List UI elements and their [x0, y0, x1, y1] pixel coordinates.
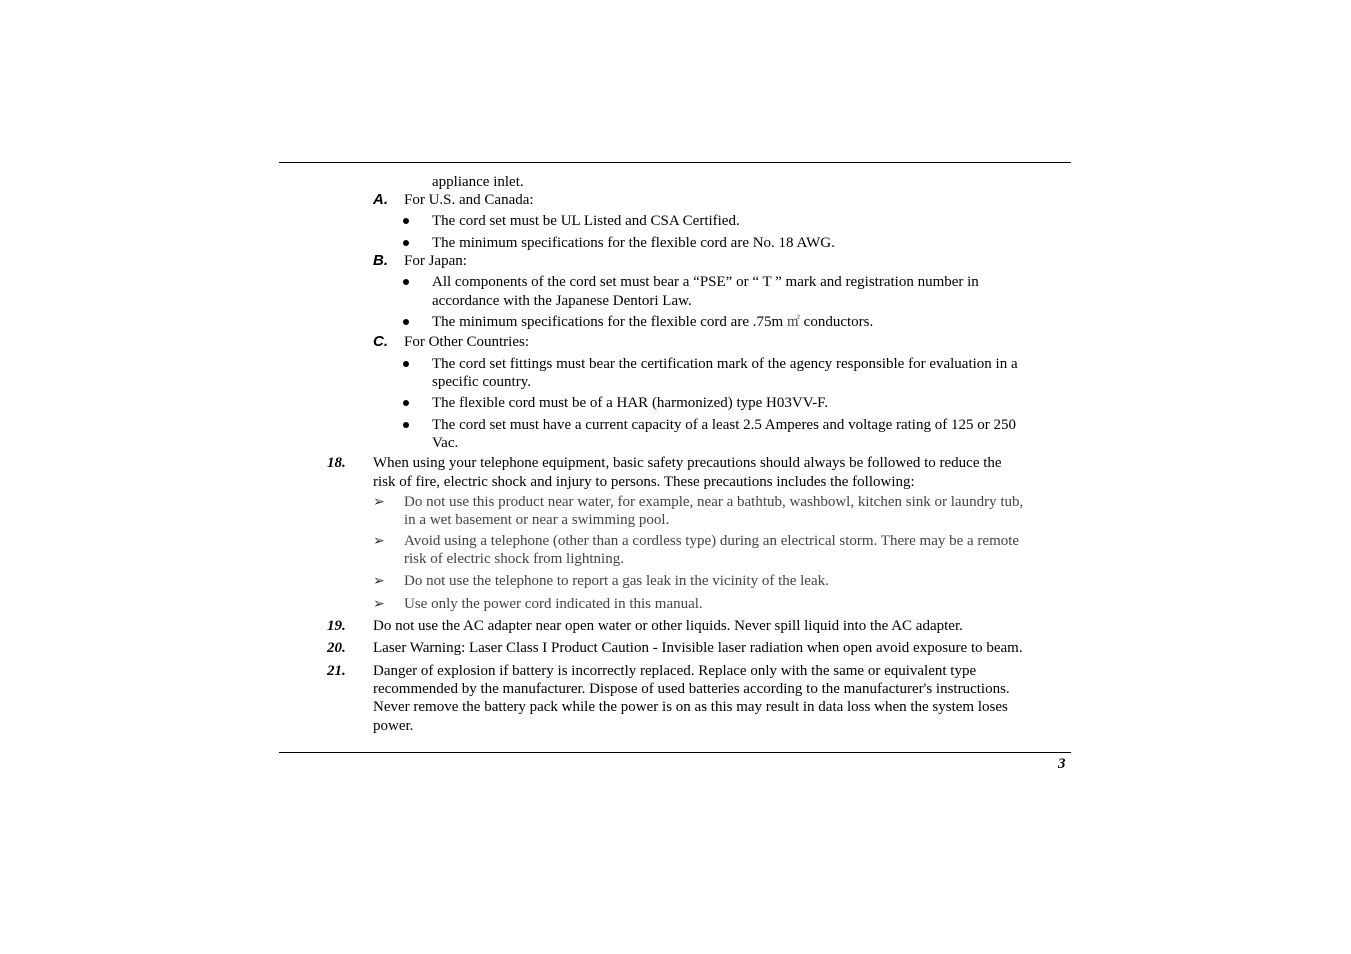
item-18-line-2: risk of fire, electric shock and injury to persons. These precautions includes the following:: [373, 474, 915, 490]
item-18-line-1: When using your telephone equipment, basic safety precautions should always be followed to reduce the: [373, 455, 1002, 471]
section-a-bullet-2: The minimum specifications for the flexible cord are No. 18 AWG.: [432, 235, 835, 251]
section-b-bullet-2: [432, 313, 873, 332]
item-20-line-1: Laser Warning: Laser Class I Product Caution - Invisible laser radiation when open avoid exposure to beam.: [373, 640, 1023, 656]
bullet-icon: [403, 361, 409, 367]
arrow-bullet-icon: ➢: [373, 533, 385, 549]
precaution-1-line-1: Do not use this product near water, for example, near a bathtub, washbowl, kitchen sink or laundry tub,: [404, 494, 1024, 510]
precaution-4: Use only the power cord indicated in this manual.: [404, 596, 703, 612]
section-c-bullet-1-line-1: The cord set fittings must bear the certification mark of the agency responsible for evaluation in a: [432, 356, 1018, 372]
section-c-letter: C.: [373, 333, 388, 350]
bullet-icon: [403, 218, 409, 224]
item-20-number: 20.: [327, 640, 346, 656]
header-rule: [279, 162, 1071, 163]
page-number: 3: [1058, 756, 1066, 772]
arrow-bullet-icon: ➢: [373, 573, 385, 589]
precaution-2-line-2: risk of electric shock from lightning.: [404, 551, 624, 567]
bullet-icon: [403, 422, 409, 428]
section-b-bullet-1-line-1: All components of the cord set must bear a “PSE” or “ T ” mark and registration number in: [432, 274, 979, 290]
section-c-bullet-3-line-2: Vac.: [432, 435, 459, 451]
bullet-icon: [403, 319, 409, 325]
section-b-bullet-1-line-2: accordance with the Japanese Dentori Law.: [432, 293, 692, 309]
precaution-3: Do not use the telephone to report a gas leak in the vicinity of the leak.: [404, 573, 829, 589]
item-19-line-1: Do not use the AC adapter near open water or other liquids. Never spill liquid into the AC adapter.: [373, 618, 963, 634]
section-b-bullet-2-text: The minimum specifications for the flexible cord are .75m: [432, 314, 784, 330]
section-a-letter: A.: [373, 191, 388, 208]
item-21-line-1: Danger of explosion if battery is incorrectly replaced. Replace only with the same or equivalent type: [373, 663, 977, 679]
section-c-bullet-1-line-2: specific country.: [432, 374, 531, 390]
section-c-bullet-3-line-1: The cord set must have a current capacity of a least 2.5 Amperes and voltage rating of 125 or 250: [432, 417, 1016, 433]
bullet-icon: [403, 279, 409, 285]
item-21-line-2: recommended by the manufacturer. Dispose of used batteries according to the manufacturer's instructions.: [373, 681, 1010, 697]
item-21-line-3: Never remove the battery pack while the power is on as this may result in data loss when the system loses: [373, 699, 1008, 715]
arrow-bullet-icon: ➢: [373, 494, 385, 510]
section-c-title: For Other Countries:: [404, 334, 529, 350]
section-c-bullet-2: The flexible cord must be of a HAR (harmonized) type H03VV-F.: [432, 395, 829, 411]
precaution-2-line-1: Avoid using a telephone (other than a cordless type) during an electrical storm. There may be a remote: [404, 533, 1020, 549]
section-b-bullet-2-tail: conductors.: [803, 314, 874, 330]
section-a-title: For U.S. and Canada:: [404, 192, 534, 208]
footer-rule: [279, 752, 1071, 753]
section-a-bullet-1: The cord set must be UL Listed and CSA Certified.: [432, 213, 740, 229]
section-b-title: For Japan:: [404, 253, 467, 269]
arrow-bullet-icon: ➢: [373, 596, 385, 612]
item-19-number: 19.: [327, 618, 346, 634]
item-18-number: 18.: [327, 455, 346, 471]
item-21-number: 21.: [327, 663, 346, 679]
section-b-letter: B.: [373, 252, 388, 269]
continuation-text: appliance inlet.: [432, 174, 524, 190]
precaution-1-line-2: in a wet basement or near a swimming pool.: [404, 512, 670, 528]
bullet-icon: [403, 400, 409, 406]
square-meter-unit: ㎡: [786, 315, 800, 330]
item-21-line-4: power.: [373, 718, 414, 734]
bullet-icon: [403, 240, 409, 246]
